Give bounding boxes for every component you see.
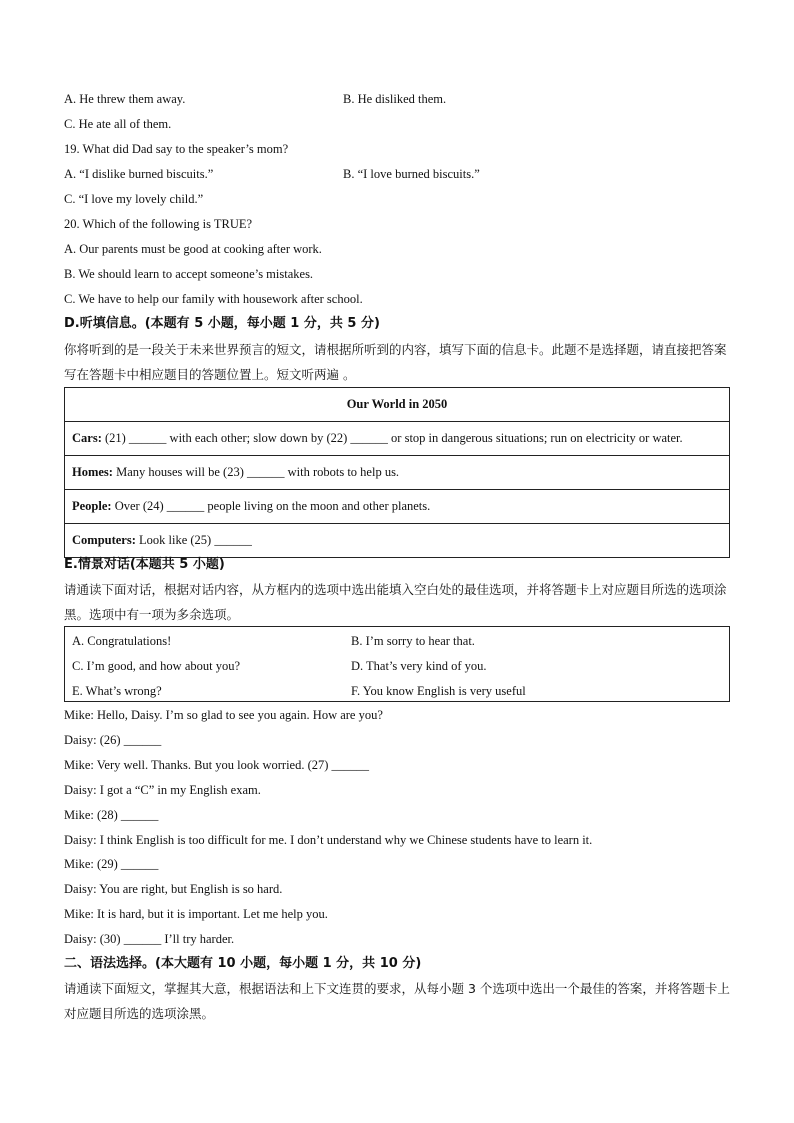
row-text-homes: Many houses will be (23) ______ with robots to help us.: [112, 465, 400, 479]
dialogue-line: Mike: It is hard, but it is important. Let me help you.: [64, 907, 328, 921]
dialogue-options-box: [64, 626, 730, 702]
section-d-heading: D.听填信息。(本题有 5 小题，每小题 1 分，共 5 分): [64, 316, 380, 331]
dialogue-line: Daisy: I think English is too difficult for me. I don’t understand why we Chinese students have to learn it.: [64, 833, 593, 847]
section-e-heading: E.情景对话(本题共 5 小题): [64, 557, 225, 572]
q18-option-c: C. He ate all of them.: [64, 117, 172, 131]
q20-option-a: A. Our parents must be good at cooking after work.: [64, 242, 322, 256]
dialogue-line: Mike: Very well. Thanks. But you look worried. (27) ______: [64, 758, 370, 772]
dialogue-line: Mike: (29) ______: [64, 857, 159, 871]
q18-option-b: B. He disliked them.: [343, 92, 447, 106]
info-card-cell-people: [65, 490, 730, 524]
section-d-instructions: 你将听到的是一段关于未来世界预言的短文，请根据所听到的内容，填写下面的信息卡。此题不是选择题，请直接把答案写在答题卡中相应题目的答题位置上。短文听两遍 。: [64, 342, 727, 382]
info-card-cell-homes: [65, 456, 730, 490]
row-label-cars: Cars:: [72, 431, 102, 445]
section-2-heading: 二、语法选择。(本大题有 10 小题，每小题 1 分，共 10 分): [64, 956, 422, 971]
dialogue-line: Daisy: I got a “C” in my English exam.: [64, 783, 261, 797]
row-label-homes: Homes:: [72, 465, 113, 479]
q19-question: 19. What did Dad say to the speaker’s mom?: [64, 142, 289, 156]
option-c: C. I’m good, and how about you?: [72, 659, 241, 673]
dialogue-line: Mike: Hello, Daisy. I’m so glad to see you again. How are you?: [64, 708, 383, 722]
option-f: F. You know English is very useful: [351, 684, 526, 698]
info-card-cell-cars: [65, 422, 730, 456]
dialogue-line: Daisy: (26) ______: [64, 733, 162, 747]
q20-option-b: B. We should learn to accept someone’s mistakes.: [64, 267, 314, 281]
q19-option-c: C. “I love my lovely child.”: [64, 192, 204, 206]
info-card-table: [64, 387, 730, 558]
option-a: A. Congratulations!: [72, 634, 172, 648]
option-b: B. I’m sorry to hear that.: [351, 634, 475, 648]
section-2-instructions: 请通读下面短文，掌握其大意，根据语法和上下文连贯的要求，从每小题 3 个选项中选出一个最佳的答案，并将答题卡上对应题目所选的选项涂黑。: [64, 981, 730, 1021]
info-card-title-row: [65, 388, 730, 422]
q20-option-c: C. We have to help our family with housework after school.: [64, 292, 363, 306]
q19-option-b: B. “I love burned biscuits.”: [343, 167, 480, 181]
dialogue-line: Daisy: (30) ______ I’ll try harder.: [64, 932, 235, 946]
q18-option-a: A. He threw them away.: [64, 92, 186, 106]
dialogue-line: Daisy: You are right, but English is so hard.: [64, 882, 283, 896]
info-card-row-computers: [65, 524, 730, 558]
row-text-cars: (21) ______ with each other; slow down by (22) ______ or stop in dangerous situations; run on electricity or water.: [101, 431, 683, 445]
q19-option-a: A. “I dislike burned biscuits.”: [64, 167, 214, 181]
option-e: E. What’s wrong?: [72, 684, 162, 698]
row-text-computers: Look like (25) ______: [135, 533, 252, 547]
q20-question: 20. Which of the following is TRUE?: [64, 217, 253, 231]
option-d: D. That’s very kind of you.: [351, 659, 487, 673]
info-card-row-homes: [65, 456, 730, 490]
info-card-row-cars: [65, 422, 730, 456]
row-text-people: Over (24) ______ people living on the moon and other planets.: [111, 499, 431, 513]
info-card-title: Our World in 2050: [65, 388, 730, 422]
info-card-cell-computers: [65, 524, 730, 558]
row-label-people: People:: [72, 499, 112, 513]
dialogue-line: Mike: (28) ______: [64, 808, 159, 822]
info-card-row-people: [65, 490, 730, 524]
section-e-instructions: 请通读下面对话，根据对话内容，从方框内的选项中选出能填入空白处的最佳选项，并将答题卡上对应题目所选的选项涂黑。选项中有一项为多余选项。: [64, 582, 727, 622]
row-label-computers: Computers:: [72, 533, 136, 547]
